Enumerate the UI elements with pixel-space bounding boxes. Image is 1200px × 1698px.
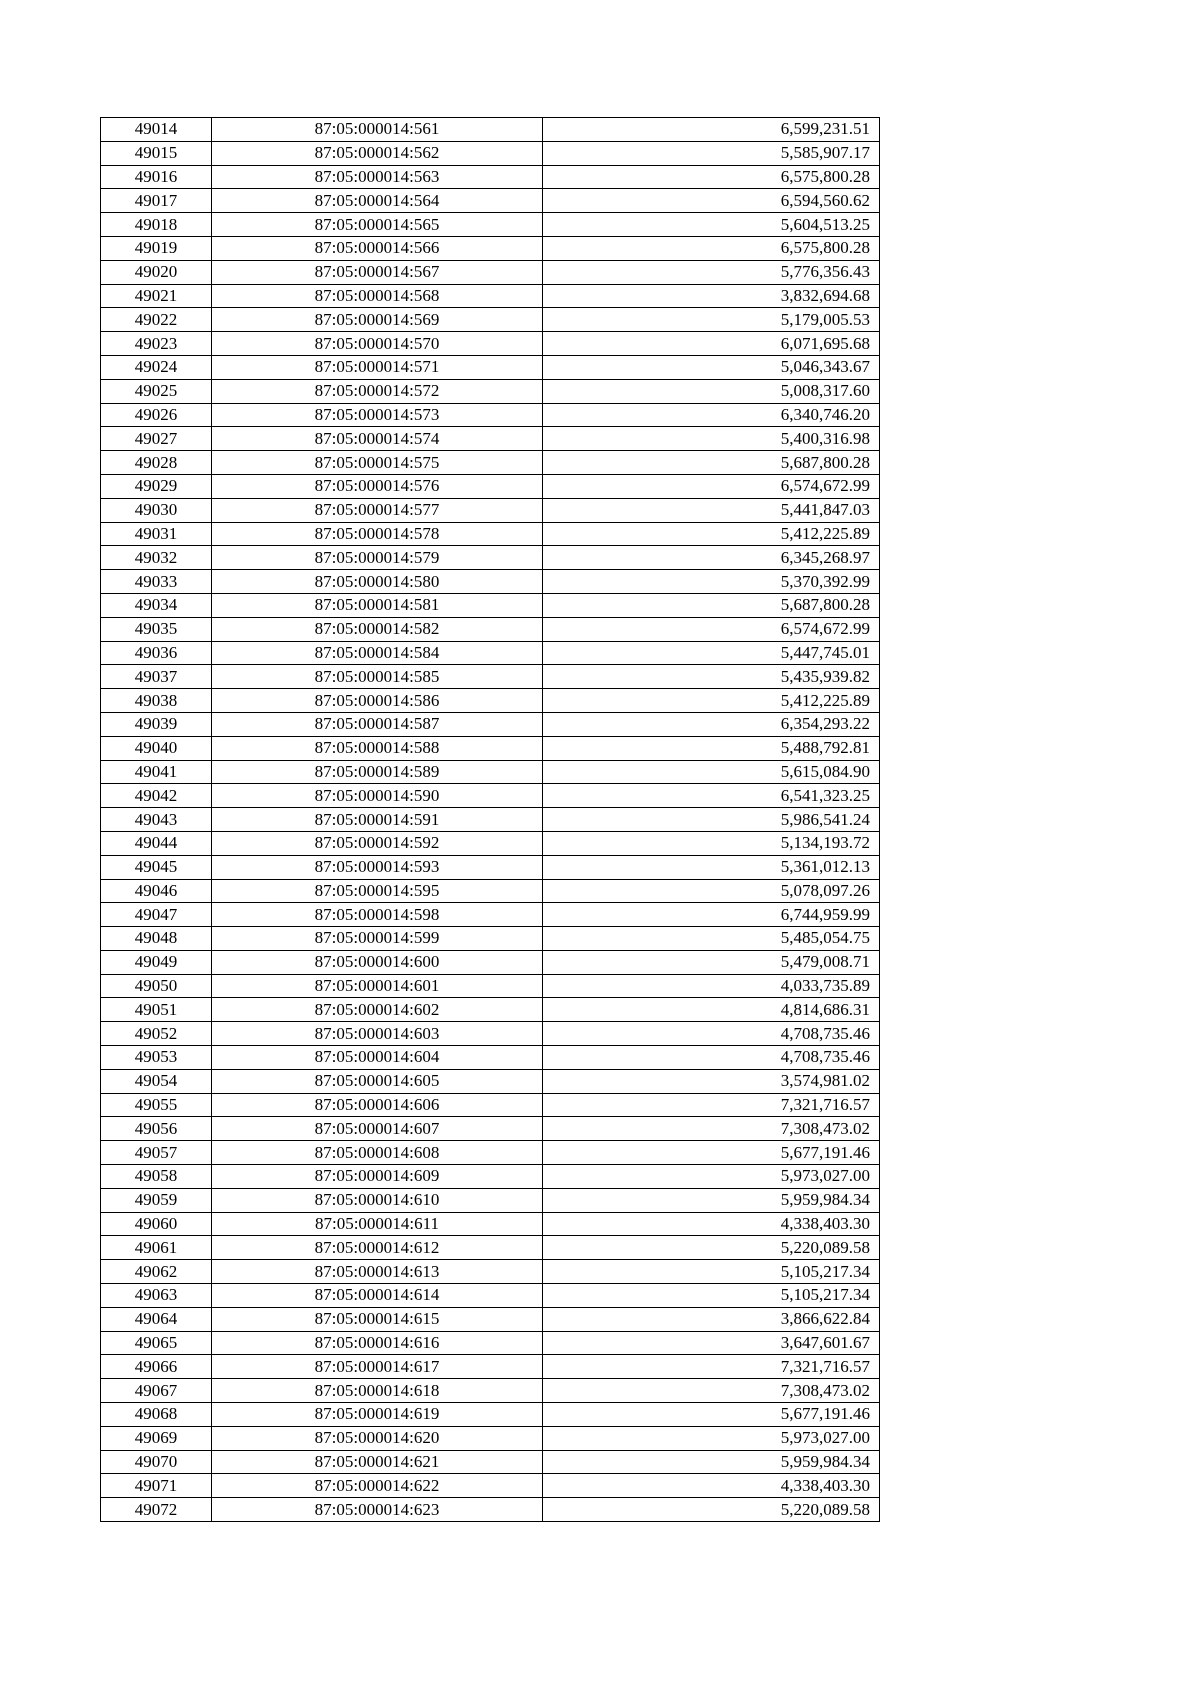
value-cell: 5,488,792.81 [543, 736, 880, 760]
table-row [101, 1046, 880, 1070]
value-cell: 5,046,343.67 [543, 355, 880, 379]
cadastral-value-table [100, 117, 880, 1522]
value-cell: 6,575,800.28 [543, 165, 880, 189]
table-row [101, 1188, 880, 1212]
table-row [101, 593, 880, 617]
value-cell: 6,541,323.25 [543, 784, 880, 808]
row-number-cell: 49047 [101, 903, 212, 927]
value-cell: 5,220,089.58 [543, 1236, 880, 1260]
cadastral-number-cell: 87:05:000014:605 [212, 1069, 543, 1093]
value-cell: 5,008,317.60 [543, 379, 880, 403]
cadastral-number-cell: 87:05:000014:591 [212, 808, 543, 832]
table-row [101, 474, 880, 498]
cadastral-number-cell: 87:05:000014:580 [212, 570, 543, 594]
row-number-cell: 49042 [101, 784, 212, 808]
value-cell: 3,647,601.67 [543, 1331, 880, 1355]
row-number-cell: 49055 [101, 1093, 212, 1117]
row-number-cell: 49027 [101, 427, 212, 451]
cadastral-number-cell: 87:05:000014:564 [212, 189, 543, 213]
table-row [101, 570, 880, 594]
row-number-cell: 49040 [101, 736, 212, 760]
table-row [101, 1093, 880, 1117]
cadastral-number-cell: 87:05:000014:616 [212, 1331, 543, 1355]
table-row [101, 998, 880, 1022]
table-row [101, 1165, 880, 1189]
value-cell: 6,340,746.20 [543, 403, 880, 427]
value-cell: 5,447,745.01 [543, 641, 880, 665]
row-number-cell: 49058 [101, 1165, 212, 1189]
row-number-cell: 49063 [101, 1284, 212, 1308]
value-cell: 5,412,225.89 [543, 689, 880, 713]
cadastral-number-cell: 87:05:000014:599 [212, 927, 543, 951]
row-number-cell: 49014 [101, 118, 212, 142]
cadastral-number-cell: 87:05:000014:604 [212, 1046, 543, 1070]
table-row [101, 165, 880, 189]
cadastral-number-cell: 87:05:000014:623 [212, 1498, 543, 1522]
value-cell: 4,708,735.46 [543, 1046, 880, 1070]
table-row [101, 641, 880, 665]
table-row [101, 617, 880, 641]
value-cell: 5,959,984.34 [543, 1188, 880, 1212]
cadastral-number-cell: 87:05:000014:562 [212, 141, 543, 165]
cadastral-number-cell: 87:05:000014:622 [212, 1474, 543, 1498]
value-cell: 5,400,316.98 [543, 427, 880, 451]
value-cell: 5,973,027.00 [543, 1165, 880, 1189]
table-row [101, 950, 880, 974]
value-cell: 6,574,672.99 [543, 617, 880, 641]
row-number-cell: 49049 [101, 950, 212, 974]
cadastral-number-cell: 87:05:000014:614 [212, 1284, 543, 1308]
row-number-cell: 49061 [101, 1236, 212, 1260]
row-number-cell: 49022 [101, 308, 212, 332]
row-number-cell: 49036 [101, 641, 212, 665]
table-row [101, 332, 880, 356]
cadastral-number-cell: 87:05:000014:606 [212, 1093, 543, 1117]
table-row [101, 903, 880, 927]
cadastral-number-cell: 87:05:000014:577 [212, 498, 543, 522]
cadastral-number-cell: 87:05:000014:574 [212, 427, 543, 451]
value-cell: 5,677,191.46 [543, 1403, 880, 1427]
cadastral-number-cell: 87:05:000014:602 [212, 998, 543, 1022]
table-row [101, 498, 880, 522]
value-cell: 5,973,027.00 [543, 1426, 880, 1450]
row-number-cell: 49044 [101, 831, 212, 855]
table-row [101, 1355, 880, 1379]
value-cell: 5,105,217.34 [543, 1260, 880, 1284]
cadastral-number-cell: 87:05:000014:584 [212, 641, 543, 665]
table-row [101, 1474, 880, 1498]
value-cell: 5,485,054.75 [543, 927, 880, 951]
value-cell: 5,361,012.13 [543, 855, 880, 879]
row-number-cell: 49046 [101, 879, 212, 903]
table-row [101, 284, 880, 308]
cadastral-number-cell: 87:05:000014:582 [212, 617, 543, 641]
cadastral-number-cell: 87:05:000014:611 [212, 1212, 543, 1236]
row-number-cell: 49019 [101, 236, 212, 260]
cadastral-number-cell: 87:05:000014:585 [212, 665, 543, 689]
row-number-cell: 49045 [101, 855, 212, 879]
row-number-cell: 49033 [101, 570, 212, 594]
row-number-cell: 49043 [101, 808, 212, 832]
row-number-cell: 49034 [101, 593, 212, 617]
value-cell: 5,441,847.03 [543, 498, 880, 522]
value-cell: 7,308,473.02 [543, 1379, 880, 1403]
row-number-cell: 49048 [101, 927, 212, 951]
table-row [101, 379, 880, 403]
value-cell: 5,986,541.24 [543, 808, 880, 832]
table-row [101, 1022, 880, 1046]
table-row [101, 1069, 880, 1093]
cadastral-number-cell: 87:05:000014:573 [212, 403, 543, 427]
row-number-cell: 49020 [101, 260, 212, 284]
cadastral-number-cell: 87:05:000014:617 [212, 1355, 543, 1379]
value-cell: 5,776,356.43 [543, 260, 880, 284]
table-row [101, 1260, 880, 1284]
row-number-cell: 49025 [101, 379, 212, 403]
cadastral-number-cell: 87:05:000014:563 [212, 165, 543, 189]
cadastral-number-cell: 87:05:000014:610 [212, 1188, 543, 1212]
table-row [101, 1379, 880, 1403]
cadastral-number-cell: 87:05:000014:586 [212, 689, 543, 713]
cadastral-number-cell: 87:05:000014:615 [212, 1307, 543, 1331]
table-row [101, 546, 880, 570]
value-cell: 7,308,473.02 [543, 1117, 880, 1141]
table-row [101, 1117, 880, 1141]
row-number-cell: 49068 [101, 1403, 212, 1427]
table-row [101, 855, 880, 879]
value-cell: 6,354,293.22 [543, 712, 880, 736]
value-cell: 4,338,403.30 [543, 1474, 880, 1498]
cadastral-number-cell: 87:05:000014:565 [212, 213, 543, 237]
value-cell: 5,179,005.53 [543, 308, 880, 332]
cadastral-number-cell: 87:05:000014:607 [212, 1117, 543, 1141]
table-row [101, 1331, 880, 1355]
value-cell: 5,078,097.26 [543, 879, 880, 903]
row-number-cell: 49051 [101, 998, 212, 1022]
value-cell: 5,134,193.72 [543, 831, 880, 855]
table-row [101, 403, 880, 427]
row-number-cell: 49037 [101, 665, 212, 689]
cadastral-number-cell: 87:05:000014:566 [212, 236, 543, 260]
cadastral-number-cell: 87:05:000014:600 [212, 950, 543, 974]
value-cell: 4,708,735.46 [543, 1022, 880, 1046]
cadastral-number-cell: 87:05:000014:569 [212, 308, 543, 332]
value-cell: 4,814,686.31 [543, 998, 880, 1022]
table-row [101, 1284, 880, 1308]
cadastral-number-cell: 87:05:000014:579 [212, 546, 543, 570]
row-number-cell: 49067 [101, 1379, 212, 1403]
table-row [101, 1426, 880, 1450]
value-cell: 6,744,959.99 [543, 903, 880, 927]
table-row [101, 118, 880, 142]
value-cell: 6,071,695.68 [543, 332, 880, 356]
value-cell: 4,338,403.30 [543, 1212, 880, 1236]
value-cell: 5,220,089.58 [543, 1498, 880, 1522]
row-number-cell: 49015 [101, 141, 212, 165]
row-number-cell: 49071 [101, 1474, 212, 1498]
row-number-cell: 49031 [101, 522, 212, 546]
cadastral-number-cell: 87:05:000014:608 [212, 1141, 543, 1165]
table-row [101, 355, 880, 379]
row-number-cell: 49064 [101, 1307, 212, 1331]
cadastral-number-cell: 87:05:000014:567 [212, 260, 543, 284]
row-number-cell: 49069 [101, 1426, 212, 1450]
table-row [101, 784, 880, 808]
table-row [101, 689, 880, 713]
value-cell: 6,594,560.62 [543, 189, 880, 213]
table-row [101, 236, 880, 260]
cadastral-number-cell: 87:05:000014:619 [212, 1403, 543, 1427]
value-cell: 3,832,694.68 [543, 284, 880, 308]
table-row [101, 974, 880, 998]
table-row [101, 213, 880, 237]
table-row [101, 308, 880, 332]
cadastral-number-cell: 87:05:000014:590 [212, 784, 543, 808]
cadastral-number-cell: 87:05:000014:581 [212, 593, 543, 617]
value-cell: 5,604,513.25 [543, 213, 880, 237]
table-row [101, 927, 880, 951]
row-number-cell: 49030 [101, 498, 212, 522]
row-number-cell: 49057 [101, 1141, 212, 1165]
table-row [101, 260, 880, 284]
cadastral-number-cell: 87:05:000014:620 [212, 1426, 543, 1450]
table-row [101, 1141, 880, 1165]
row-number-cell: 49062 [101, 1260, 212, 1284]
row-number-cell: 49023 [101, 332, 212, 356]
value-cell: 5,959,984.34 [543, 1450, 880, 1474]
cadastral-number-cell: 87:05:000014:576 [212, 474, 543, 498]
row-number-cell: 49032 [101, 546, 212, 570]
value-cell: 5,687,800.28 [543, 451, 880, 475]
table-body [101, 118, 880, 1522]
row-number-cell: 49016 [101, 165, 212, 189]
table-row [101, 736, 880, 760]
row-number-cell: 49041 [101, 760, 212, 784]
cadastral-number-cell: 87:05:000014:601 [212, 974, 543, 998]
cadastral-number-cell: 87:05:000014:568 [212, 284, 543, 308]
table-row [101, 831, 880, 855]
row-number-cell: 49059 [101, 1188, 212, 1212]
row-number-cell: 49028 [101, 451, 212, 475]
cadastral-number-cell: 87:05:000014:603 [212, 1022, 543, 1046]
row-number-cell: 49052 [101, 1022, 212, 1046]
cadastral-number-cell: 87:05:000014:593 [212, 855, 543, 879]
table-row [101, 1450, 880, 1474]
table-row [101, 1307, 880, 1331]
row-number-cell: 49026 [101, 403, 212, 427]
cadastral-number-cell: 87:05:000014:592 [212, 831, 543, 855]
row-number-cell: 49066 [101, 1355, 212, 1379]
table-row [101, 760, 880, 784]
row-number-cell: 49024 [101, 355, 212, 379]
value-cell: 5,412,225.89 [543, 522, 880, 546]
cadastral-number-cell: 87:05:000014:588 [212, 736, 543, 760]
table-row [101, 522, 880, 546]
value-cell: 4,033,735.89 [543, 974, 880, 998]
table-row [101, 1236, 880, 1260]
table-row [101, 451, 880, 475]
row-number-cell: 49054 [101, 1069, 212, 1093]
cadastral-number-cell: 87:05:000014:561 [212, 118, 543, 142]
table-row [101, 712, 880, 736]
value-cell: 5,687,800.28 [543, 593, 880, 617]
table-row [101, 1498, 880, 1522]
row-number-cell: 49021 [101, 284, 212, 308]
cadastral-number-cell: 87:05:000014:575 [212, 451, 543, 475]
row-number-cell: 49050 [101, 974, 212, 998]
row-number-cell: 49060 [101, 1212, 212, 1236]
row-number-cell: 49056 [101, 1117, 212, 1141]
value-cell: 5,677,191.46 [543, 1141, 880, 1165]
row-number-cell: 49018 [101, 213, 212, 237]
cadastral-number-cell: 87:05:000014:618 [212, 1379, 543, 1403]
cadastral-number-cell: 87:05:000014:589 [212, 760, 543, 784]
row-number-cell: 49038 [101, 689, 212, 713]
row-number-cell: 49039 [101, 712, 212, 736]
value-cell: 3,866,622.84 [543, 1307, 880, 1331]
value-cell: 6,574,672.99 [543, 474, 880, 498]
table-row [101, 189, 880, 213]
value-cell: 5,585,907.17 [543, 141, 880, 165]
row-number-cell: 49035 [101, 617, 212, 641]
cadastral-number-cell: 87:05:000014:578 [212, 522, 543, 546]
cadastral-number-cell: 87:05:000014:612 [212, 1236, 543, 1260]
value-cell: 5,479,008.71 [543, 950, 880, 974]
cadastral-number-cell: 87:05:000014:595 [212, 879, 543, 903]
row-number-cell: 49065 [101, 1331, 212, 1355]
value-cell: 6,575,800.28 [543, 236, 880, 260]
row-number-cell: 49072 [101, 1498, 212, 1522]
row-number-cell: 49053 [101, 1046, 212, 1070]
row-number-cell: 49017 [101, 189, 212, 213]
value-cell: 6,599,231.51 [543, 118, 880, 142]
table-row [101, 1212, 880, 1236]
value-cell: 5,105,217.34 [543, 1284, 880, 1308]
cadastral-number-cell: 87:05:000014:609 [212, 1165, 543, 1189]
cadastral-number-cell: 87:05:000014:621 [212, 1450, 543, 1474]
value-cell: 6,345,268.97 [543, 546, 880, 570]
value-cell: 7,321,716.57 [543, 1355, 880, 1379]
value-cell: 3,574,981.02 [543, 1069, 880, 1093]
table-row [101, 879, 880, 903]
cadastral-number-cell: 87:05:000014:587 [212, 712, 543, 736]
cadastral-number-cell: 87:05:000014:572 [212, 379, 543, 403]
value-cell: 5,370,392.99 [543, 570, 880, 594]
table-row [101, 665, 880, 689]
table-row [101, 427, 880, 451]
cadastral-number-cell: 87:05:000014:613 [212, 1260, 543, 1284]
value-cell: 5,615,084.90 [543, 760, 880, 784]
row-number-cell: 49029 [101, 474, 212, 498]
cadastral-number-cell: 87:05:000014:598 [212, 903, 543, 927]
value-cell: 7,321,716.57 [543, 1093, 880, 1117]
table-row [101, 141, 880, 165]
row-number-cell: 49070 [101, 1450, 212, 1474]
cadastral-number-cell: 87:05:000014:571 [212, 355, 543, 379]
value-cell: 5,435,939.82 [543, 665, 880, 689]
cadastral-number-cell: 87:05:000014:570 [212, 332, 543, 356]
table-row [101, 808, 880, 832]
table-row [101, 1403, 880, 1427]
